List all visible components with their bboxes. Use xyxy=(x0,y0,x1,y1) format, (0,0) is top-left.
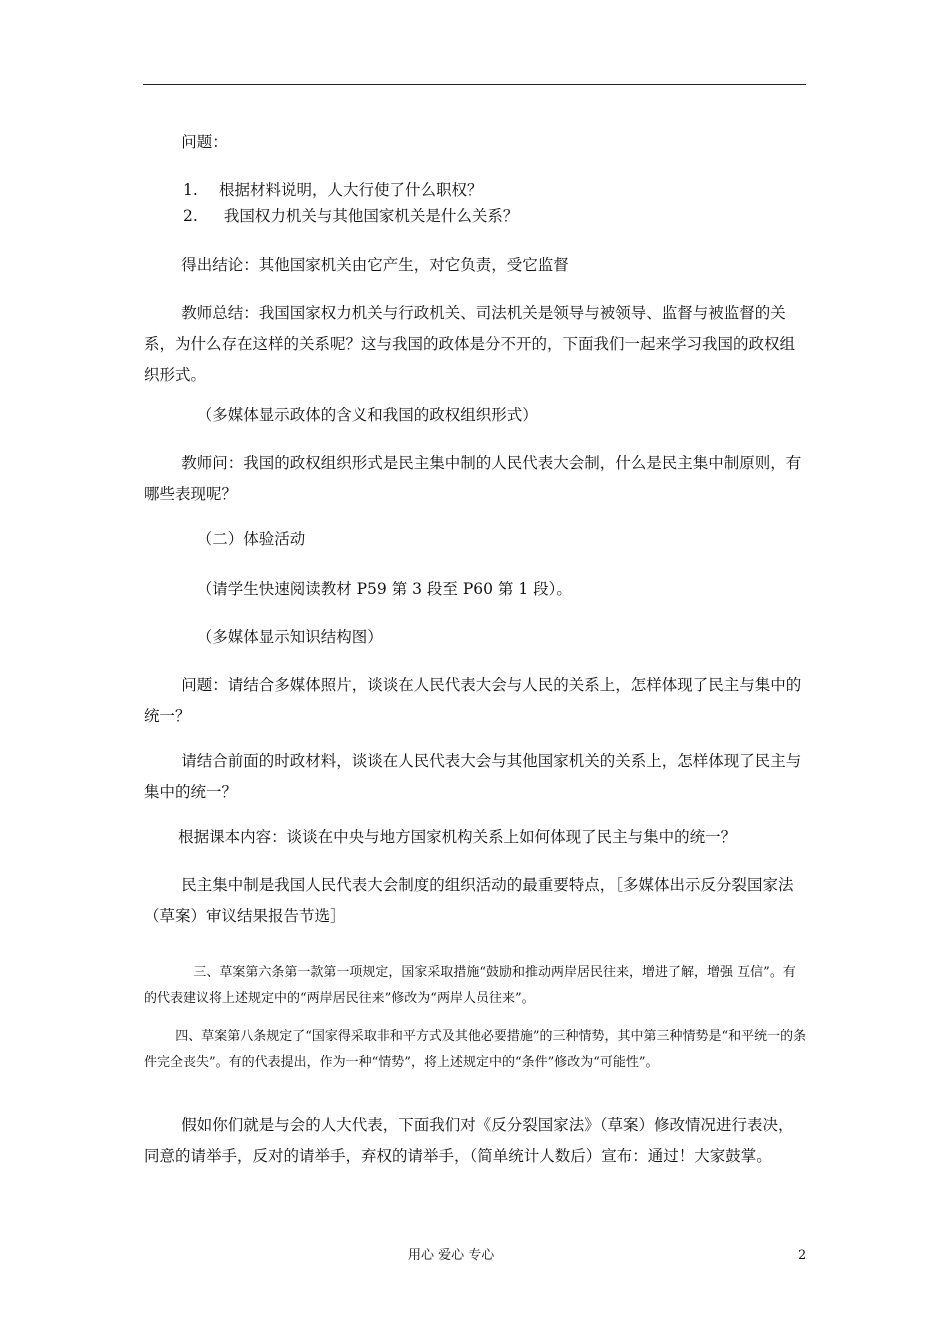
question-number-1: 1. xyxy=(183,181,198,199)
page-number: 2 xyxy=(798,1248,807,1263)
photo-question-paragraph: 问题：请结合多媒体照片，谈谈在人民代表大会与人民的关系上，怎样体现了民主与集中的统一？ xyxy=(144,676,802,725)
textbook-question-paragraph: 根据课本内容：谈谈在中央与地方国家机构关系上如何体现了民主与集中的统一？ xyxy=(178,828,737,846)
current-affairs-question-paragraph: 请结合前面的时政材料，谈谈在人民代表大会与其他国家机关的关系上，怎样体现了民主与集中的统一？ xyxy=(144,752,802,801)
section-heading-experience: （二）体验活动 xyxy=(196,530,306,548)
vote-paragraph: 假如你们就是与会的人大代表，下面我们对《反分裂国家法》（草案）修改情况进行表决，同意的请举手，反对的请举手，弃权的请举手，（简单统计人数后）宣布：通过！大家鼓掌。 xyxy=(144,1116,794,1165)
democratic-centralism-paragraph: 民主集中制是我国人民代表大会制度的组织活动的最重要特点，［多媒体出示反分裂国家法（草案）审议结果报告节选］ xyxy=(144,876,794,925)
multimedia-note-2: （多媒体显示知识结构图） xyxy=(196,628,383,646)
multimedia-note-1: （多媒体显示政体的含义和我国的政权组织形式） xyxy=(196,406,538,424)
teacher-summary-paragraph: 教师总结：我国国家权力机关与行政机关、司法机关是领导与被领导、监督与被监督的关系，为什么存在这样的关系呢？这与我国的政体是分不开的，下面我们一起来学习我国的政权组织形式。 xyxy=(144,304,796,384)
teacher-question-paragraph: 教师问：我国的政权组织形式是民主集中制的人民代表大会制，什么是民主集中制原则，有哪些表现呢？ xyxy=(144,454,802,503)
question-text-2: 我国权力机关与其他国家机关是什么关系？ xyxy=(219,207,519,225)
question-text-1: 根据材料说明，人大行使了什么职权？ xyxy=(219,181,483,199)
excerpt-item-3: 三、草案第六条第一款第一项规定，国家采取措施“鼓励和推动两岸居民往来，增进了解，增强 互信”。有的代表建议将上述规定中的“两岸居民往来”修改为“两岸人员往来”。 xyxy=(144,965,796,1006)
header-rule xyxy=(143,84,806,85)
conclusion-paragraph: 得出结论：其他国家机关由它产生，对它负责，受它监督 xyxy=(181,256,569,274)
excerpt-item-4: 四、草案第八条规定了“国家得采取非和平方式及其他必要措施”的三种情势，其中第三种情势是“和平统一的条件完全丧失”。有的代表提出，作为一种“情势”，将上述规定中的“条件”修改为“可能性”。 xyxy=(144,1029,807,1070)
question-number-2: 2. xyxy=(183,207,198,225)
question-heading: 问题： xyxy=(181,133,228,151)
reading-task-note: （请学生快速阅读教材 P59 第 3 段至 P60 第 1 段）。 xyxy=(196,580,572,598)
question-item-2 xyxy=(183,201,803,232)
footer-motto: 用心 爱心 专心 xyxy=(408,1248,495,1263)
